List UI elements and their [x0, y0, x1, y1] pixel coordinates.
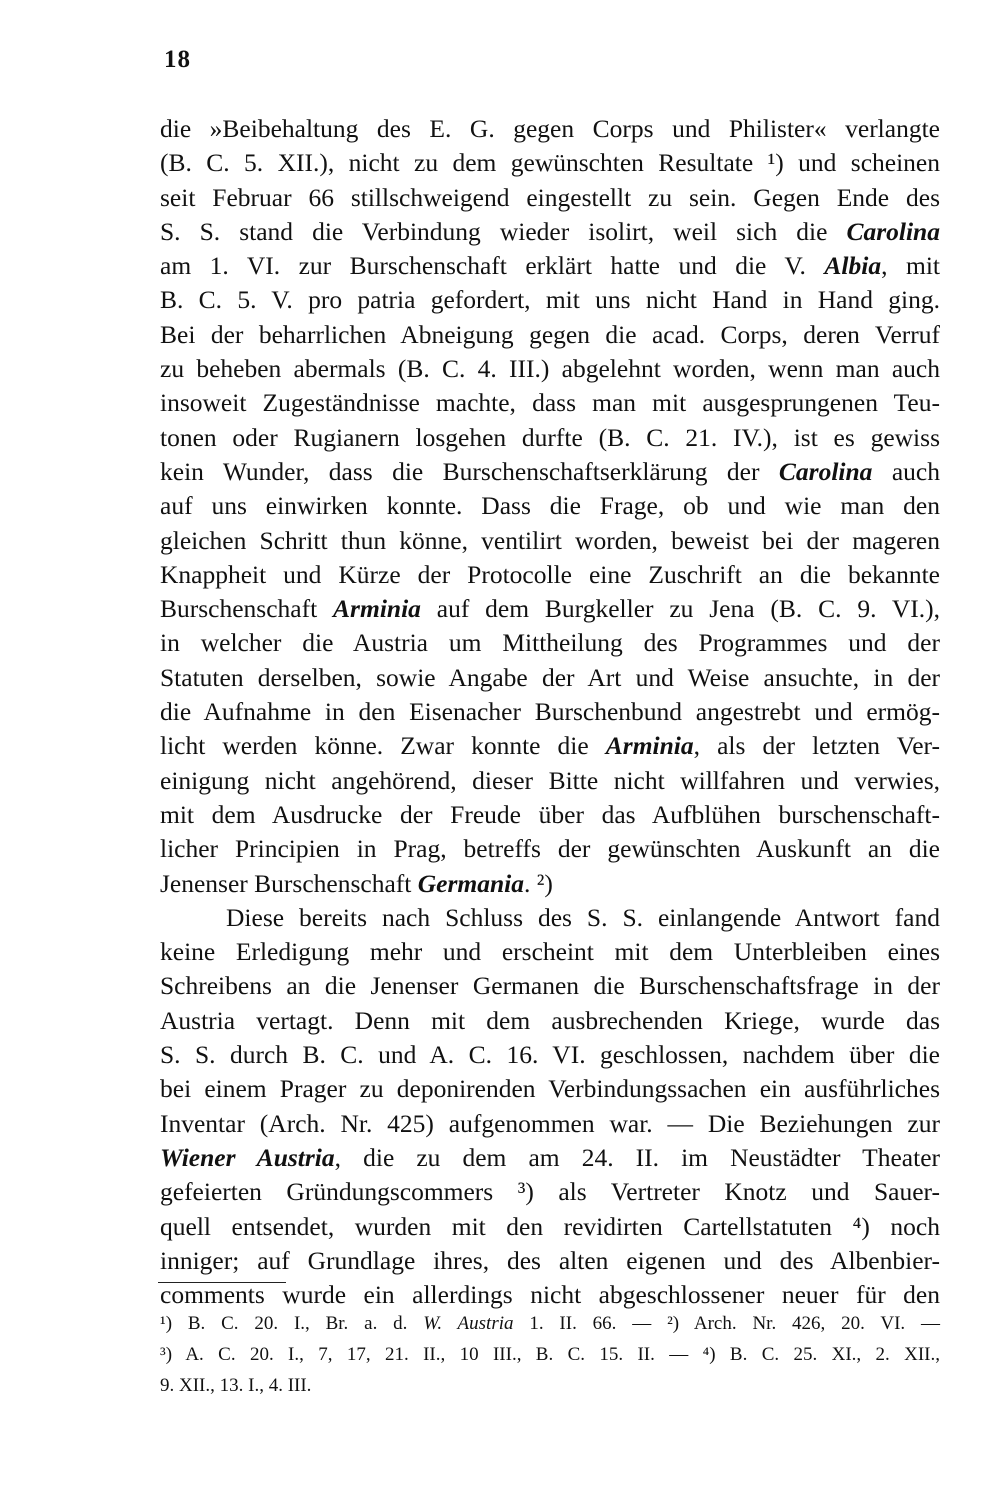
footnotes — [160, 1308, 940, 1401]
text-line: inniger; auf Grundlage ihres, des alten eigenen und des Albenbier- — [160, 1245, 940, 1275]
text-line: Jenenser Burschenschaft Germania. ²) — [160, 868, 553, 898]
text-line: B. C. 5. V. pro patria gefordert, mit uns nicht Hand in Hand ging. — [160, 285, 940, 315]
text-line: licht werden könne. Zwar konnte die Arminia, als der letzten Ver- — [160, 731, 941, 761]
text-line: Burschenschaft Arminia auf dem Burgkeller zu Jena (B. C. 9. VI.), — [160, 594, 941, 624]
text-line: am 1. VI. zur Burschenschaft erklärt hatte und die V. Albia, mit — [160, 251, 940, 281]
text-line: comments wurde ein allerdings nicht abgeschlossener neuer für den — [160, 1280, 940, 1310]
footnote-line: 9. XII., 13. I., 4. III. — [160, 1375, 312, 1396]
text-line: insoweit Zugeständnisse machte, dass man mit ausgesprungenen Teu- — [160, 388, 940, 418]
text-line: gefeierten Gründungscommers ³) als Vertreter Knotz und Sauer- — [160, 1177, 940, 1207]
footnote-divider — [158, 1282, 286, 1283]
text-line: Inventar (Arch. Nr. 425) aufgenommen war. — Die Beziehungen zur — [160, 1108, 940, 1138]
body-text — [160, 112, 940, 1312]
footnote-line: ³) A. C. 20. I., 7, 17, 21. II., 10 III., B. C. 15. II. — ⁴) B. C. 25. XI., 2. XII., — [160, 1344, 940, 1365]
text-line: gleichen Schritt thun könne, ventilirt worden, beweist bei der mageren — [160, 525, 940, 555]
text-line: Wiener Austria, die zu dem am 24. II. im Neustädter Theater — [160, 1142, 941, 1172]
text-line: tonen oder Rugianern losgehen durfte (B. C. 21. IV.), ist es gewiss — [160, 422, 940, 452]
text-line: auf uns einwirken konnte. Dass die Frage, ob und wie man den — [160, 491, 940, 521]
text-line: die Aufnahme in den Eisenacher Burschenbund angestrebt und ermög- — [160, 697, 940, 727]
text-line: in welcher die Austria um Mittheilung des Programmes und der — [160, 628, 940, 658]
text-line: Schreibens an die Jenenser Germanen die Burschenschaftsfrage in der — [160, 971, 940, 1001]
footnote-line: ¹) B. C. 20. I., Br. a. d. W. Austria 1. II. 66. — ²) Arch. Nr. 426, 20. VI. — — [160, 1313, 940, 1334]
text-line: die »Beibehaltung des E. G. gegen Corps und Philister« verlangte — [160, 114, 940, 143]
text-line: S. S. stand die Verbindung wieder isolirt, weil sich die Carolina — [160, 216, 940, 246]
text-line: S. S. durch B. C. und A. C. 16. VI. geschlossen, nachdem über die — [160, 1040, 940, 1070]
page-number: 18 — [164, 46, 191, 73]
text-line: keine Erledigung mehr und erscheint mit dem Unterbleiben eines — [160, 937, 940, 967]
text-line: Statuten derselben, sowie Angabe der Art und Weise ansuchte, in der — [160, 662, 940, 692]
text-line: mit dem Ausdrucke der Freude über das Aufblühen burschenschaft- — [160, 799, 940, 829]
text-line: kein Wunder, dass die Burschenschaftserklärung der Carolina auch — [160, 456, 940, 486]
text-line: Bei der beharrlichen Abneigung gegen die acad. Corps, deren Verruf — [160, 319, 940, 349]
text-line: zu beheben abermals (B. C. 4. III.) abgelehnt worden, wenn man auch — [160, 354, 940, 384]
text-line: seit Februar 66 stillschweigend eingestellt zu sein. Gegen Ende des — [160, 182, 940, 212]
text-line: einigung nicht angehörend, dieser Bitte nicht willfahren und verwies, — [160, 765, 940, 795]
text-line: Austria vertagt. Denn mit dem ausbrechenden Kriege, wurde das — [160, 1005, 940, 1035]
text-line: licher Principien in Prag, betreffs der gewünschten Auskunft an die — [160, 834, 940, 864]
text-line: bei einem Prager zu deponirenden Verbindungssachen ein ausführliches — [160, 1074, 940, 1104]
text-line: quell entsendet, wurden mit den revidirten Cartellstatuten ⁴) noch — [160, 1211, 940, 1241]
text-line: Knappheit und Kürze der Protocolle eine Zuschrift an die bekannte — [160, 559, 940, 589]
text-line: Diese bereits nach Schluss des S. S. einlangende Antwort fand — [226, 902, 940, 932]
text-line: (B. C. 5. XII.), nicht zu dem gewünschten Resultate ¹) und scheinen — [160, 148, 940, 178]
